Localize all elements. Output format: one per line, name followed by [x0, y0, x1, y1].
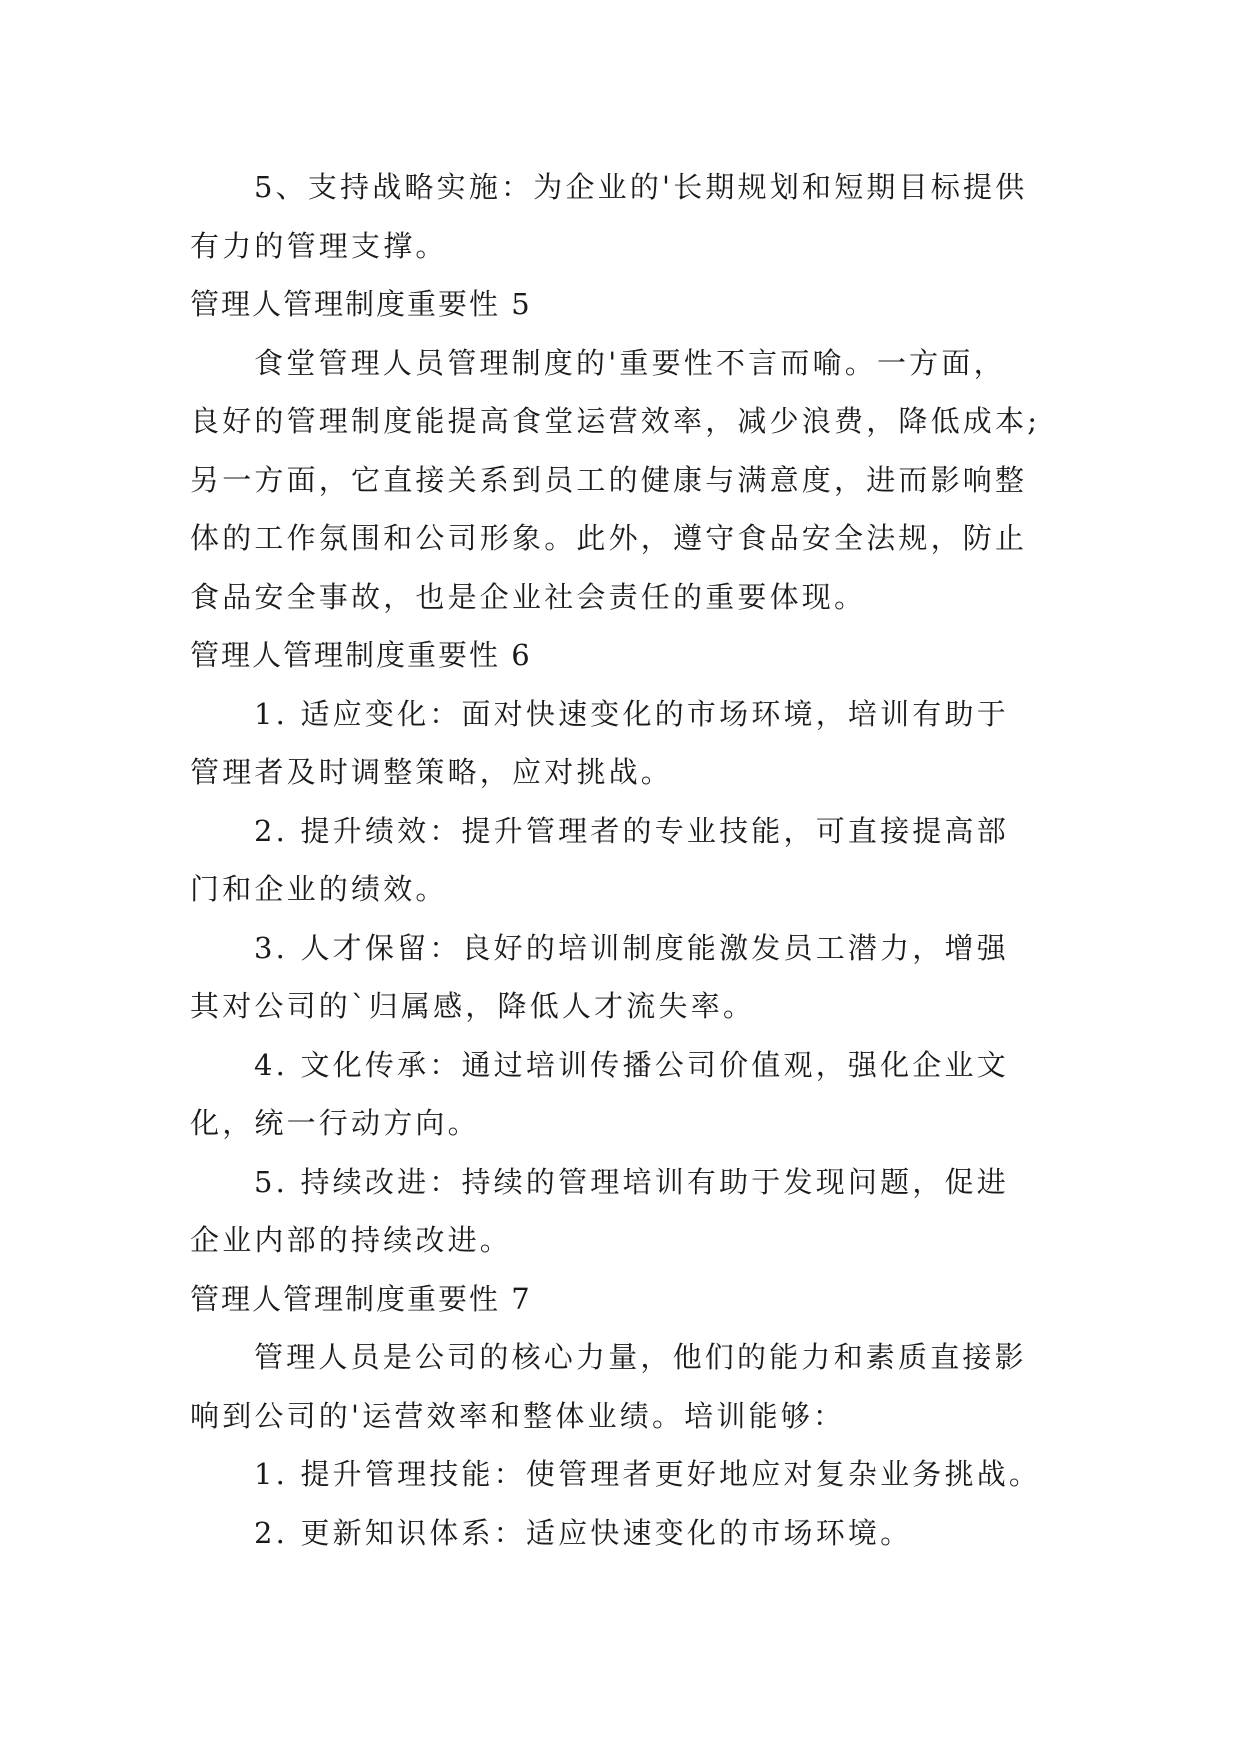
list-item-line: 1. 适应变化：面对快速变化的市场环境，培训有助于	[254, 696, 1009, 731]
paragraph-line: 食堂管理人员管理制度的'重要性不言而喻。一方面，	[254, 345, 1006, 380]
list-item-line: 管理者及时调整策略，应对挑战。	[190, 755, 674, 789]
list-item-line: 2. 提升绩效：提升管理者的专业技能，可直接提高部	[254, 813, 1009, 848]
list-item-line: 3. 人才保留：良好的培训制度能激发员工潜力，增强	[254, 930, 1009, 965]
paragraph-line: 良好的管理制度能提高食堂运营效率，减少浪费，降低成本;	[190, 404, 1041, 438]
section-heading: 管理人管理制度重要性 5	[190, 287, 532, 321]
list-item-line: 其对公司的`归属感，降低人才流失率。	[190, 989, 756, 1023]
list-item-line: 门和企业的绩效。	[190, 872, 448, 906]
list-item-line: 5. 持续改进：持续的管理培训有助于发现问题，促进	[254, 1164, 1009, 1199]
section-heading: 管理人管理制度重要性 7	[190, 1281, 532, 1316]
paragraph-line: 另一方面，它直接关系到员工的健康与满意度，进而影响整	[190, 462, 1028, 497]
list-item-line: 4. 文化传承：通过培训传播公司价值观，强化企业文	[254, 1047, 1009, 1082]
paragraph-line: 管理人员是公司的核心力量，他们的能力和素质直接影	[254, 1340, 1027, 1374]
section-heading: 管理人管理制度重要性 6	[190, 638, 532, 672]
paragraph-line: 体的工作氛围和公司形象。此外，遵守食品安全法规，防止	[190, 521, 1028, 555]
list-item-line: 企业内部的持续改进。	[190, 1223, 513, 1257]
paragraph-line: 食品安全事故，也是企业社会责任的重要体现。	[190, 579, 867, 614]
paragraph-line: 5、支持战略实施：为企业的'长期规划和短期目标提供	[254, 170, 1028, 204]
paragraph-line: 响到公司的'运营效率和整体业绩。培训能够：	[190, 1398, 846, 1433]
list-item-line: 化，统一行动方向。	[190, 1106, 480, 1140]
list-item-line: 2. 更新知识体系：适应快速变化的市场环境。	[254, 1515, 913, 1550]
list-item-line: 1. 提升管理技能：使管理者更好地应对复杂业务挑战。	[254, 1457, 1042, 1491]
document-body	[190, 158, 1070, 1562]
paragraph-line: 有力的管理支撑。	[190, 228, 448, 263]
